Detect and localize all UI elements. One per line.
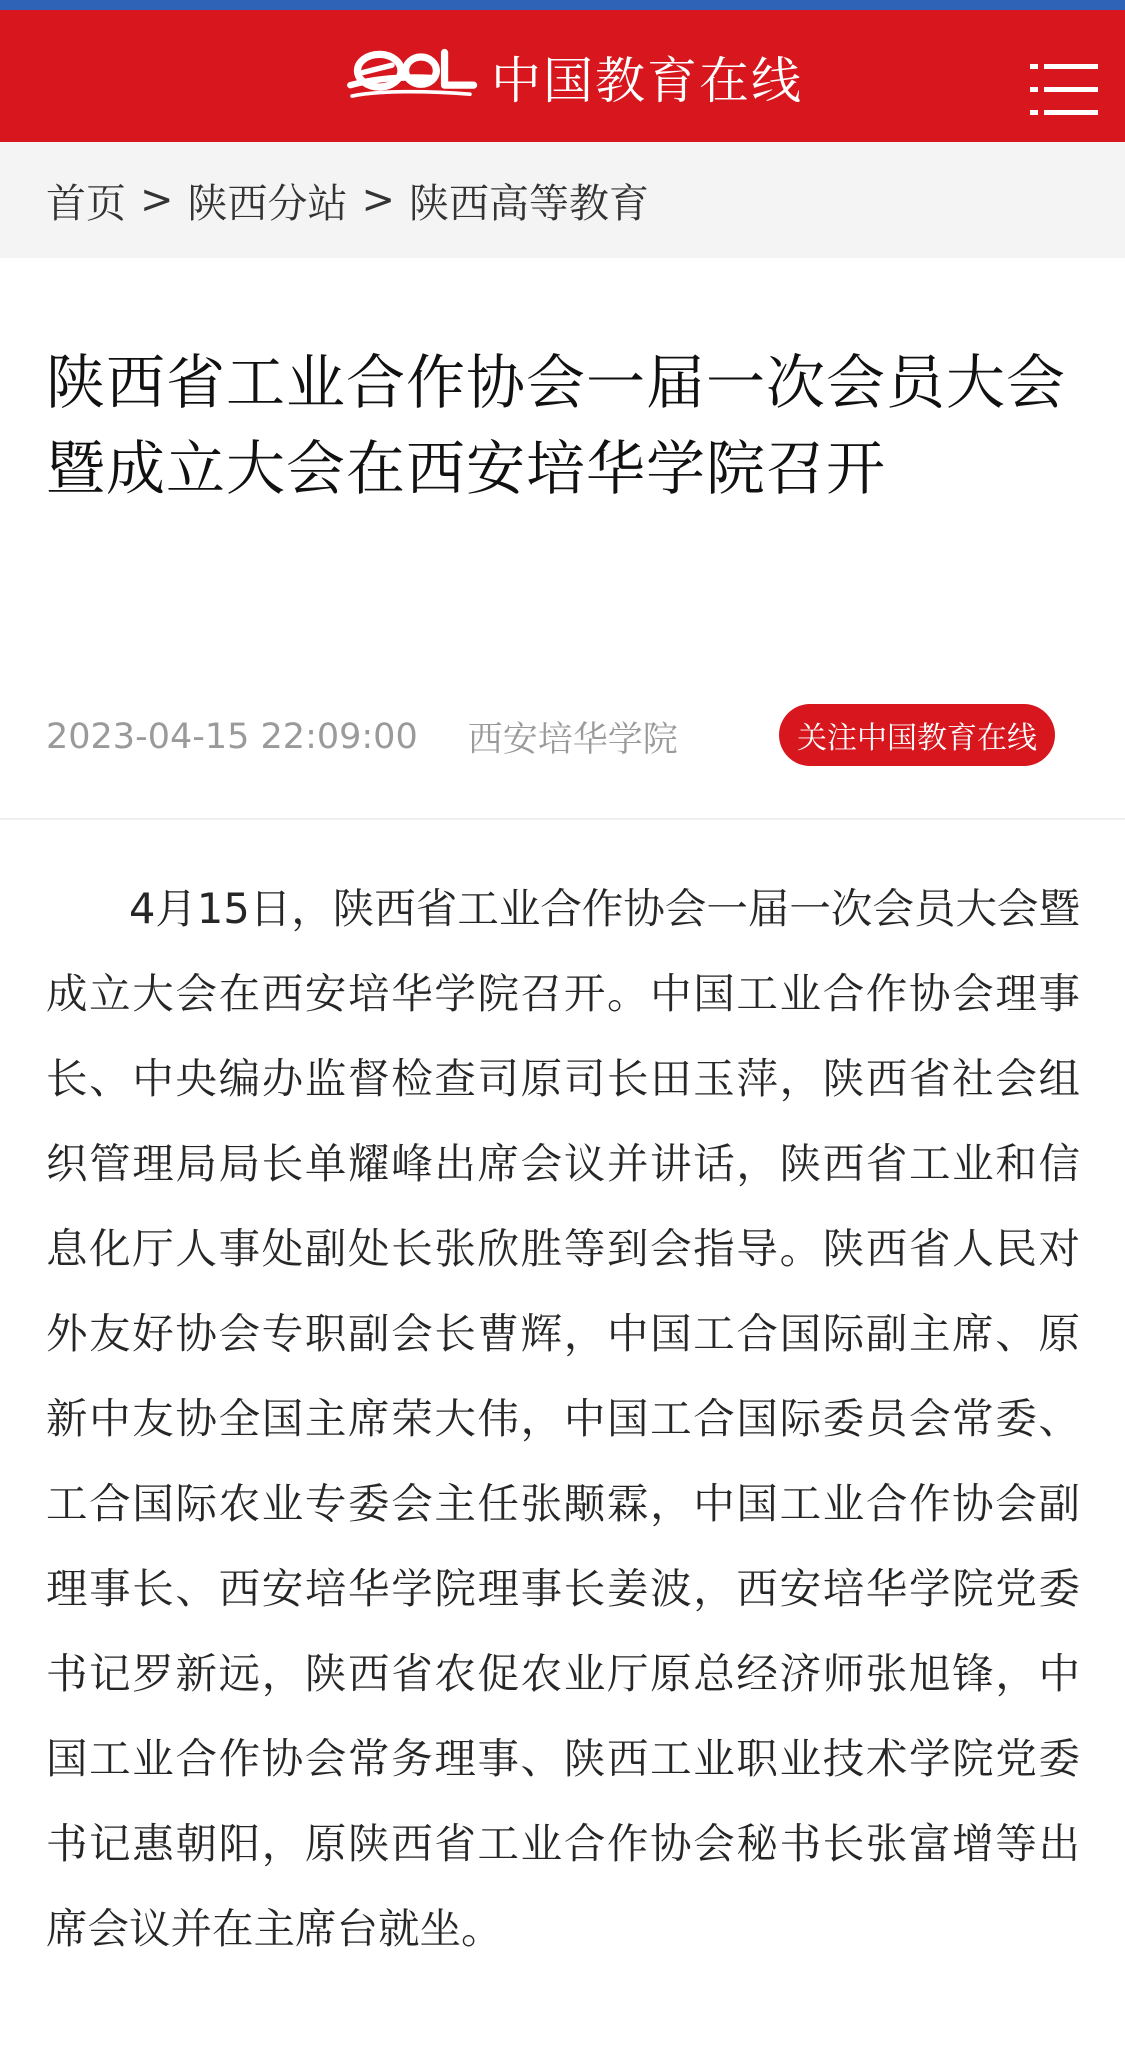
logo-text: 中国教育在线 — [491, 52, 803, 110]
top-accent-stripe — [0, 0, 1125, 10]
article-title: 陕西省工业合作协会一届一次会员大会暨成立大会在西安培华学院召开 — [46, 348, 1067, 503]
breadcrumb-separator: > — [361, 177, 396, 223]
article-source: 西安培华学院 — [467, 720, 678, 760]
meta-divider — [0, 818, 1125, 820]
breadcrumb-home-link[interactable]: 首页 — [46, 180, 126, 227]
breadcrumb — [0, 142, 1125, 258]
breadcrumb-higher-education-link[interactable]: 陕西高等教育 — [409, 180, 650, 227]
site-logo[interactable] — [343, 32, 803, 122]
publish-date: 2023-04-15 22:09:00 — [46, 717, 418, 757]
breadcrumb-separator: > — [140, 177, 174, 223]
article-body-paragraph: 4月15日，陕西省工业合作协会一届一次会员大会暨成立大会在西安培华学院召开。中国工业合作协会理事长、中央编办监督检查司原司长田玉萍，陕西省社会组织管理局局长单耀峰出席会议并讲话，陕西省工业和信息化厅人事处副处长张欣胜等到会指导。陕西省人民对外友好协会专职副会长曹辉，中国工合国际副主席、原新中友协全国主席荣大伟，中国工合国际委员会常委、工合国际农业专委会主任张颙霖，中国工业合作协会副理事长、西安培华学院理事长姜波，西安培华学院党委书记罗新远，陕西省农促农业厅原总经济师张旭锋，中国工业合作协会常务理事、陕西工业职业技术学院党委书记惠朝阳，原陕西省工业合作协会秘书长张富增等出席会议并在主席台就坐。 — [46, 884, 1080, 1953]
breadcrumb-shaanxi-link[interactable]: 陕西分站 — [187, 180, 348, 227]
hamburger-menu-icon[interactable] — [1030, 62, 1098, 118]
site-header — [0, 10, 1125, 142]
follow-button[interactable]: 关注中国教育在线 — [779, 704, 1055, 766]
eol-logo-icon — [343, 40, 479, 114]
article-meta — [46, 704, 1086, 770]
